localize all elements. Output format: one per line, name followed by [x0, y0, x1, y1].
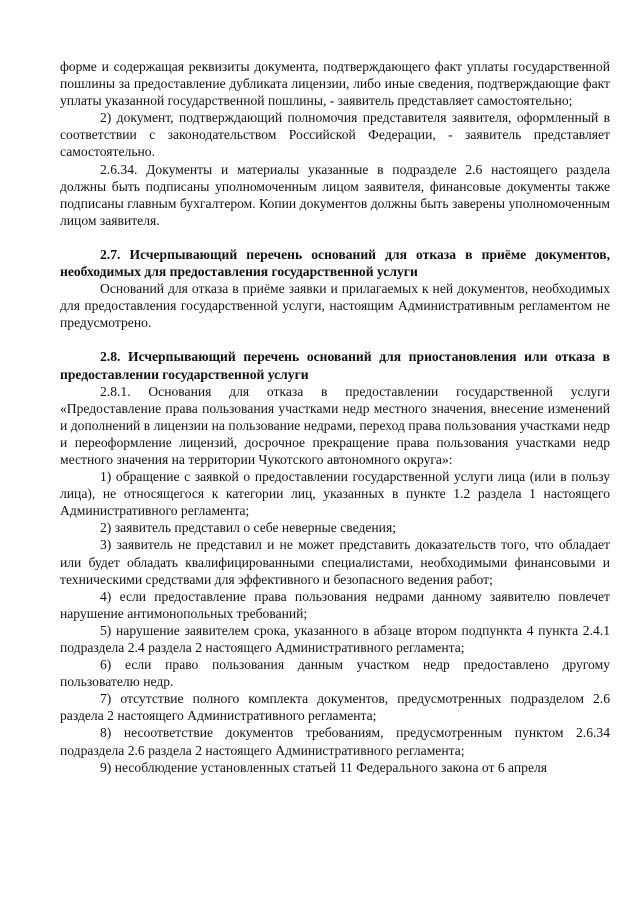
list-item-1: 1) обращение с заявкой о предоставлении государственной услуги лица (или в пользу лица), не относящегося к категории лиц, указанных в пункте 1.2 раздела 1 настоящего Административного регламента; — [60, 469, 610, 519]
list-item-4: 4) если предоставление права пользования недрами данному заявителю повлечет нарушение антимонопольных требований; — [60, 588, 610, 621]
spacer — [60, 229, 610, 246]
list-item-9: 9) несоблюдение установленных статьей 11 Федерального закона от 6 апреля — [100, 759, 548, 775]
document-page — [60, 58, 610, 776]
list-item-7: 7) отсутствие полного комплекта документов, предусмотренных подразделом 2.6 раздела 2 настоящего Административного регламента; — [60, 691, 610, 724]
list-item-8: 8) несоответствие документов требованиям, предусмотренным пунктом 2.6.34 подраздела 2.6 раздела 2 настоящего Административного регламента; — [60, 725, 610, 758]
paragraph-fee-document-continued: форме и содержащая реквизиты документа, подтверждающего факт уплаты государственной пошлины за предоставление дубликата лицензии, либо иные сведения, подтверждающие факт уплаты указанной государственной пошлины, - заявитель представляет самостоятельно; — [60, 59, 610, 109]
list-item-3: 3) заявитель не представил и не может представить доказательств того, что обладает или будет обладать квалифицированными специалистами, необходимыми финансовыми и техническими средствами для эффективного и безопасного ведения работ; — [60, 537, 610, 587]
list-item-6: 6) если право пользования данным участком недр предоставлено другому пользователю недр. — [60, 657, 610, 690]
paragraph-2-6-34: 2.6.34. Документы и материалы указанные в подразделе 2.6 настоящего раздела должны быть подписаны уполномоченным лицом заявителя, финансовые документы также подписаны главным бухгалтером. Копии документов должны быть заверены уполномоченным лицом заявителя. — [60, 161, 610, 228]
section-2-7-heading: 2.7. Исчерпывающий перечень оснований для отказа в приёме документов, необходимых для предоставления государственной услуги — [60, 246, 610, 280]
section-2-8-heading: 2.8. Исчерпывающий перечень оснований для приостановления или отказа в предоставлении государственной услуги — [60, 349, 610, 382]
paragraph-representative-document: 2) документ, подтверждающий полномочия представителя заявителя, оформленный в соответствии с законодательством Российской Федерации, - заявитель представляет самостоятельно. — [60, 110, 610, 160]
paragraph-2-8-1: 2.8.1. Основания для отказа в предоставлении государственной услуги «Предоставление права пользования участками недр местного значения, внесение изменений и дополнений в лицензии на пользование недрами, переход права пользования участками недр и переоформление лицензий, досрочное прекращение права пользования участками недр местного значения на территории Чукотского автономного округа»: — [60, 383, 610, 467]
list-item-2: 2) заявитель представил о себе неверные сведения; — [100, 520, 396, 536]
list-item-5: 5) нарушение заявителем срока, указанного в абзаце втором подпункта 4 пункта 2.4.1 подраздела 2.4 раздела 2 настоящего Административного регламента; — [60, 622, 610, 655]
spacer — [60, 331, 610, 348]
section-2-7-text: Оснований для отказа в приёме заявки и прилагаемых к ней документов, необходимых для предоставления государственной услуги, настоящим Административным регламентом не предусмотрено. — [60, 281, 610, 331]
